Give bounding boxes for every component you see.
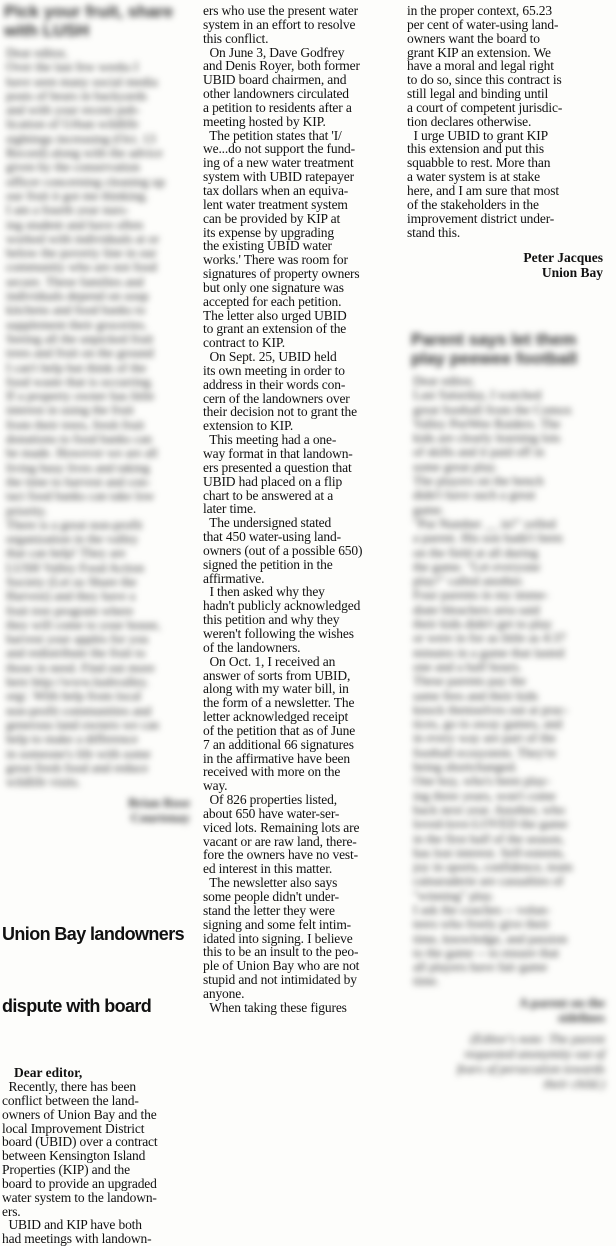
text-line: the existing UBID water: [203, 238, 332, 254]
text-line: to do so, since this contract is: [407, 72, 562, 88]
text-line: in the affirmative have been: [203, 750, 350, 766]
text-line: ing of a new water treatment: [203, 155, 354, 171]
text-line: Harvest) and they have a: [6, 588, 136, 604]
text-line: board (UBID) over a contract: [2, 1134, 158, 1150]
text-line: Of 826 properties listed,: [203, 792, 337, 808]
text-line: The petition states that 'I/: [203, 127, 342, 143]
text-line: system in an effort to resolve: [203, 16, 356, 32]
article-body-col1: [2, 1080, 198, 1246]
text-line: board to provide an upgraded: [2, 1175, 157, 1191]
article-start: [2, 874, 198, 1246]
text-line: a court of competent jurisdic-: [407, 99, 563, 115]
text-line: knock themselves out at prac-: [413, 701, 569, 717]
text-line: time.: [413, 973, 440, 989]
text-line: I am a fourth year nurs-: [6, 202, 130, 218]
text-line: had meetings with landown-: [2, 1231, 152, 1246]
text-line: officer concerning cleaning up: [6, 173, 165, 189]
text-line: some great play.: [413, 458, 498, 474]
text-line: UBID had placed on a flip: [203, 473, 343, 489]
text-line: on the field at all during: [413, 544, 539, 560]
blurred-letter-signature: Brian Rose Courtenay: [128, 795, 190, 826]
text-line: non-profit communities and: [6, 702, 152, 718]
text-line: received with more on the: [203, 764, 341, 780]
text-line: I can't help but think of the: [6, 359, 147, 375]
text-line: The newsletter also says: [203, 875, 338, 891]
text-line: loved-love-LOVED the game: [413, 816, 568, 832]
text-line: a water system is at stake: [407, 169, 540, 185]
text-line: has lost interest. Self-esteem,: [413, 844, 565, 860]
text-line: contract to KIP.: [203, 335, 285, 351]
text-line: per cent of water-using land-: [407, 16, 559, 32]
text-line: individuals depend on soup: [6, 288, 149, 304]
text-line: minutes in a game that lasted: [413, 644, 565, 660]
text-line: Dear editor,: [6, 45, 68, 60]
text-line: its own meeting in order to: [203, 362, 345, 378]
text-line: our fruit it got me thinking.: [6, 187, 149, 203]
blurred-letter-headline: Parent says let them play peewee football: [411, 330, 578, 368]
text-line: time, knowledge, and passion: [413, 930, 568, 946]
text-line: game.: [413, 501, 445, 517]
text-line: great football from the Comox: [413, 401, 572, 417]
editor-note: (Editor's note: The parent requested anonymity out of fears of persecution towards their child.): [457, 1030, 605, 1091]
text-line: When taking these figures: [203, 999, 347, 1015]
text-line: posts of bears in backyards: [6, 87, 147, 103]
text-line: of the stakeholders in the: [407, 196, 539, 212]
text-line: diate bleachers area said: [413, 601, 540, 617]
text-line: here, and I am sure that most: [407, 182, 559, 198]
text-line: of skills and it paid off in: [413, 444, 545, 460]
text-line: works.' There was room for: [203, 252, 348, 268]
blurred-letter-body: [0, 46, 198, 789]
text-line: here http://www.lushvalley.: [6, 674, 150, 690]
text-line: org/. With help from local: [6, 688, 142, 704]
text-line: ers.: [2, 1203, 21, 1219]
text-line: lent water treatment system: [203, 196, 348, 212]
text-line: the time to harvest and con-: [6, 473, 151, 489]
text-line: back next year. Another, who: [413, 801, 565, 817]
text-line: have seen many social media: [6, 73, 158, 89]
text-line: the form of a newsletter. The: [203, 695, 355, 711]
text-line: signatures of property owners: [203, 266, 360, 282]
text-line: On Oct. 1, I received an: [203, 653, 336, 669]
text-line: stand this.: [407, 224, 461, 240]
text-line: stupid and not intimidated by: [203, 972, 357, 988]
text-line: can be provided by KIP at: [203, 210, 341, 226]
article-signature: Peter Jacques Union Bay: [523, 250, 603, 280]
text-line: in the first half of the season,: [413, 830, 565, 846]
text-line: Dear editor,: [413, 373, 475, 388]
text-line: have a moral and legal right: [407, 58, 554, 74]
text-line: worked with individuals at or: [6, 230, 160, 246]
text-line: One boy, who's been play-: [413, 773, 551, 789]
text-line: answer of sorts from UBID,: [203, 667, 351, 683]
blurred-letter-headline: Pick your fruit, share with LUSH: [4, 2, 174, 40]
text-line: other landowners circulated: [203, 86, 349, 102]
text-line: in someone's life with some: [6, 745, 151, 761]
text-line: Four parents in my imme-: [413, 587, 549, 603]
text-line: later time.: [203, 501, 257, 517]
article-body-col2: [203, 4, 403, 1015]
text-line: "Put Number __ in!" yelled: [413, 515, 556, 531]
text-line: wildlife visits.: [6, 774, 81, 790]
article-headline: Union Bay landowners dispute with board: [2, 924, 185, 1016]
text-line: being shortchanged.: [413, 759, 518, 775]
text-line: along with my water bill, in: [203, 681, 349, 697]
text-line: those in need. Find out more: [6, 659, 155, 675]
text-line: Last Saturday, I watched: [413, 387, 542, 403]
text-line: ple of Union Bay who are not: [203, 958, 360, 974]
text-line: community who are not food: [6, 259, 157, 275]
text-line: tax dollars when an equiva-: [203, 182, 349, 198]
text-line: These parents pay the: [413, 673, 526, 689]
text-line: great fresh food and reduce: [6, 759, 149, 775]
text-line: supplement their groceries.: [6, 316, 148, 332]
text-line: stand the letter they were: [203, 902, 335, 918]
text-line: didn't have such a great: [413, 487, 536, 503]
text-line: ers presented a question that: [203, 459, 352, 475]
text-line: If a property owner has little: [6, 388, 155, 404]
text-line: interest in using the fruit: [6, 402, 134, 418]
text-line: to grant an extension of the: [203, 321, 347, 337]
text-line: There is a great non-profit: [6, 516, 143, 532]
text-line: that can help! They are: [6, 545, 126, 561]
column-1: [0, 0, 198, 1246]
text-line: given by the conservation: [6, 159, 140, 175]
text-line: Seeing all the unpicked fruit: [6, 330, 154, 346]
text-line: but only one signature was: [203, 279, 344, 295]
text-line: below the poverty line in our: [6, 245, 157, 261]
blurred-letter-body: [407, 374, 613, 989]
text-line: their decision not to grant the: [203, 404, 357, 420]
text-line: all players have fair game: [413, 959, 548, 975]
text-line: a petition to residents after a: [203, 99, 352, 115]
text-line: this to be an insult to the peo-: [203, 944, 359, 960]
text-line: water system to the landown-: [2, 1189, 157, 1205]
text-line: in the proper context, 65.23: [407, 3, 553, 18]
text-line: from their trees, fresh fruit: [6, 416, 145, 432]
text-line: and Denis Royer, both former: [203, 58, 360, 74]
text-line: On June 3, Dave Godfrey: [203, 44, 345, 60]
text-line: meeting hosted by KIP.: [203, 113, 326, 129]
text-line: The undersigned stated: [203, 515, 332, 531]
text-line: the game. "Let everyone: [413, 558, 541, 574]
text-line: extension to KIP.: [203, 418, 294, 434]
text-line: be made. However we are all: [6, 445, 158, 461]
text-line: owners (out of a possible 650): [203, 542, 363, 558]
text-line: Record) along with the advice: [6, 145, 163, 161]
text-line: food waste that is occurring.: [6, 373, 154, 389]
text-line: Recently, there has been: [2, 1079, 136, 1094]
text-line: ers who use the present water: [203, 3, 358, 18]
text-line: some people didn't under-: [203, 889, 340, 904]
text-line: their kids didn't get to play: [413, 616, 553, 632]
text-line: they will come to your house,: [6, 616, 161, 632]
text-line: affirmative.: [203, 570, 265, 586]
text-line: or were in for as little as 4:37: [413, 630, 566, 646]
text-line: this petition and why they: [203, 612, 340, 628]
text-line: hadn't publicly acknowledged: [203, 598, 361, 614]
text-line: this extension and put this: [407, 141, 544, 157]
salutation: Dear editor,: [14, 1065, 83, 1080]
text-line: football ecosystem. They're: [413, 744, 557, 760]
text-line: we...do not support the fund-: [203, 141, 356, 157]
text-line: viced lots. Remaining lots are: [203, 819, 360, 835]
column-3: [407, 0, 613, 1122]
text-line: kids are clearly learning lots: [413, 430, 561, 446]
text-line: harvest your apples for you: [6, 631, 149, 647]
text-line: improvement district under-: [407, 210, 555, 226]
text-line: I urge UBID to grant KIP: [407, 127, 548, 143]
text-line: of the petition that as of June: [203, 722, 356, 738]
text-line: of the landowners.: [203, 639, 301, 655]
text-line: conflict between the land-: [2, 1092, 139, 1108]
text-line: I then asked why they: [203, 584, 325, 600]
text-line: still legal and binding until: [407, 86, 549, 102]
text-line: fore the owners have no vest-: [203, 847, 358, 863]
text-line: secure. These families and: [6, 273, 144, 289]
text-line: lication of Urban wildlife: [6, 116, 139, 132]
text-line: idated into signing. I believe: [203, 930, 353, 946]
text-line: a parent. His son hadn't been: [413, 530, 563, 546]
text-line: LUSH Valley Food Action: [6, 559, 145, 575]
text-line: that 450 water-using land-: [203, 529, 341, 545]
text-line: to the game -- to ensure that: [413, 944, 559, 960]
text-line: fruit tree program where: [6, 602, 134, 618]
text-line: living busy lives and taking: [6, 459, 150, 475]
text-line: Properties (KIP) and the: [2, 1162, 130, 1178]
text-line: chart to be answered at a: [203, 487, 334, 503]
text-line: generous land owners we can: [6, 716, 160, 732]
text-line: owners of Union Bay and the: [2, 1106, 157, 1122]
text-line: Over the last few weeks I: [6, 59, 139, 75]
text-line: priority.: [6, 502, 48, 518]
text-line: trees and fruit on the ground: [6, 345, 154, 361]
text-line: about 650 have water-ser-: [203, 805, 340, 821]
text-line: tices, go to away games, and: [413, 716, 563, 732]
text-line: donations to food banks can: [6, 431, 152, 447]
text-line: address in their words con-: [203, 376, 346, 392]
text-line: weren't following the wishes: [203, 625, 354, 641]
text-line: Society (Let us Share the: [6, 573, 137, 589]
column-2: [203, 0, 403, 1122]
text-line: way.: [203, 778, 228, 794]
article-body-col3: [407, 4, 613, 239]
text-line: signed the petition in the: [203, 556, 333, 572]
text-line: help to make a difference: [6, 731, 138, 747]
text-line: ing three years, won't come: [413, 787, 556, 803]
text-line: organization in the valley: [6, 531, 139, 547]
text-line: "winning" play.: [413, 887, 495, 903]
text-line: This meeting had a one-: [203, 432, 337, 448]
text-line: grant KIP an extension. We: [407, 44, 551, 60]
text-line: The letter also urged UBID: [203, 307, 347, 323]
text-line: teers who freely give their: [413, 916, 550, 932]
text-line: 7 an additional 66 signatures: [203, 736, 354, 752]
text-line: same fees and their kids: [413, 687, 538, 703]
text-line: local Improvement District: [2, 1120, 145, 1136]
text-line: ed interest in this matter.: [203, 861, 333, 877]
text-line: anyone.: [203, 985, 245, 1001]
text-line: UBID and KIP have both: [2, 1217, 142, 1233]
text-line: owners want the board to: [407, 30, 540, 46]
text-line: The players on the bench: [413, 473, 544, 489]
text-line: between Kensington Island: [2, 1148, 146, 1164]
text-line: this conflict.: [203, 30, 269, 46]
text-line: squabble to rest. More than: [407, 155, 551, 171]
text-line: cern of the landowners over: [203, 390, 350, 406]
text-line: I ask the coaches -- volun-: [413, 901, 551, 917]
text-line: one and a half hours.: [413, 658, 522, 674]
text-line: Valley PeeWee Raiders. The: [413, 415, 561, 431]
text-line: vacant or are raw land, there-: [203, 833, 357, 849]
text-line: accepted for each petition.: [203, 293, 342, 309]
text-line: system with UBID ratepayer: [203, 169, 354, 185]
text-line: tion declares otherwise.: [407, 113, 532, 129]
blurred-letter-football: [407, 328, 613, 1122]
blurred-letter-fruit: [0, 0, 198, 868]
text-line: play!" called another.: [413, 573, 525, 589]
text-line: ing student and have often: [6, 216, 144, 232]
text-line: joy in sports, confidence, team: [413, 859, 573, 875]
text-line: signing and some felt intim-: [203, 916, 352, 932]
text-line: camaraderie are casualties of: [413, 873, 564, 889]
text-line: and with your recent pub-: [6, 102, 141, 118]
text-line: On Sept. 25, UBID held: [203, 349, 337, 365]
text-line: in every way are part of the: [413, 730, 556, 746]
text-line: letter acknowledged receipt: [203, 709, 349, 725]
text-line: its expense by upgrading: [203, 224, 334, 240]
text-line: tact food banks can take low: [6, 488, 155, 504]
text-line: and redistribute the fruit to: [6, 645, 146, 661]
text-line: UBID board chairmen, and: [203, 72, 347, 88]
text-line: sightings increasing (Oct. 13: [6, 130, 156, 146]
text-line: way format in that landown-: [203, 446, 353, 461]
text-line: kitchens and food banks to: [6, 302, 146, 318]
blurred-letter-signature: A parent on the sidelines: [518, 994, 605, 1025]
